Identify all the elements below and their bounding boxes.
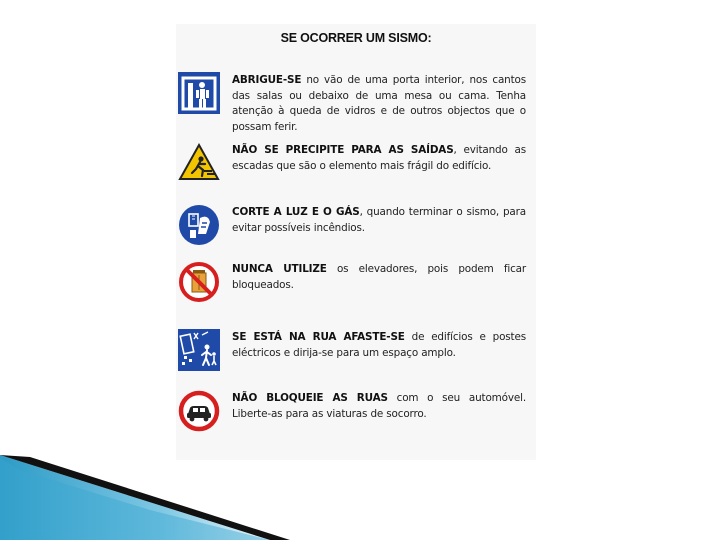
instruction-bold: NÃO SE PRECIPITE PARA AS SAÍDAS xyxy=(232,144,454,156)
warning-running-person-icon xyxy=(178,142,220,184)
document-title: SE OCORRER UM SISMO: xyxy=(280,31,432,45)
cut-power-gas-icon xyxy=(178,204,220,246)
instruction-bold: NUNCA UTILIZE xyxy=(232,263,327,275)
instruction-item-street xyxy=(178,329,530,375)
instruction-rest: , quando terminar o sismo, para evitar possíveis incêndios. xyxy=(232,206,526,234)
instruction-bold: NÃO BLOQUEIE AS RUAS xyxy=(232,392,388,404)
instruction-item-elevators xyxy=(178,261,530,307)
instruction-text xyxy=(232,73,526,135)
instruction-rest: de edifícios e postes eléctricos e dirija-se para um espaço amplo. xyxy=(232,331,526,359)
instruction-text xyxy=(232,330,526,361)
slide-decoration xyxy=(0,440,720,540)
shelter-doorway-icon xyxy=(178,72,220,114)
instruction-rest: os elevadores, pois podem ficar bloqueados. xyxy=(232,263,526,291)
instruction-bold: SE ESTÁ NA RUA AFASTE-SE xyxy=(232,331,405,343)
instruction-item-exits xyxy=(178,142,530,188)
instruction-item-roads xyxy=(178,390,530,436)
no-elevator-icon xyxy=(178,261,220,303)
instruction-rest: , evitando as escadas que são o elemento mais frágil do edifício. xyxy=(232,144,526,172)
no-cars-icon xyxy=(178,390,220,432)
instruction-bold: CORTE A LUZ E O GÁS xyxy=(232,206,360,218)
instruction-text xyxy=(232,262,526,293)
instruction-text xyxy=(232,391,526,422)
earthquake-instructions-document xyxy=(176,24,536,460)
instruction-item-power-gas xyxy=(178,204,530,250)
instruction-text xyxy=(232,205,526,236)
instruction-bold: ABRIGUE-SE xyxy=(232,74,302,86)
instruction-rest: com o seu automóvel. Liberte-as para as viaturas de socorro. xyxy=(232,392,526,420)
falling-debris-pedestrian-icon xyxy=(178,329,220,371)
instruction-text xyxy=(232,143,526,174)
instruction-item-shelter xyxy=(178,72,530,133)
instruction-rest: no vão de uma porta interior, nos cantos das salas ou debaixo de uma mesa ou cama. Tenha atenção à queda de vidros e de outros objectos que o possam ferir. xyxy=(232,74,526,133)
